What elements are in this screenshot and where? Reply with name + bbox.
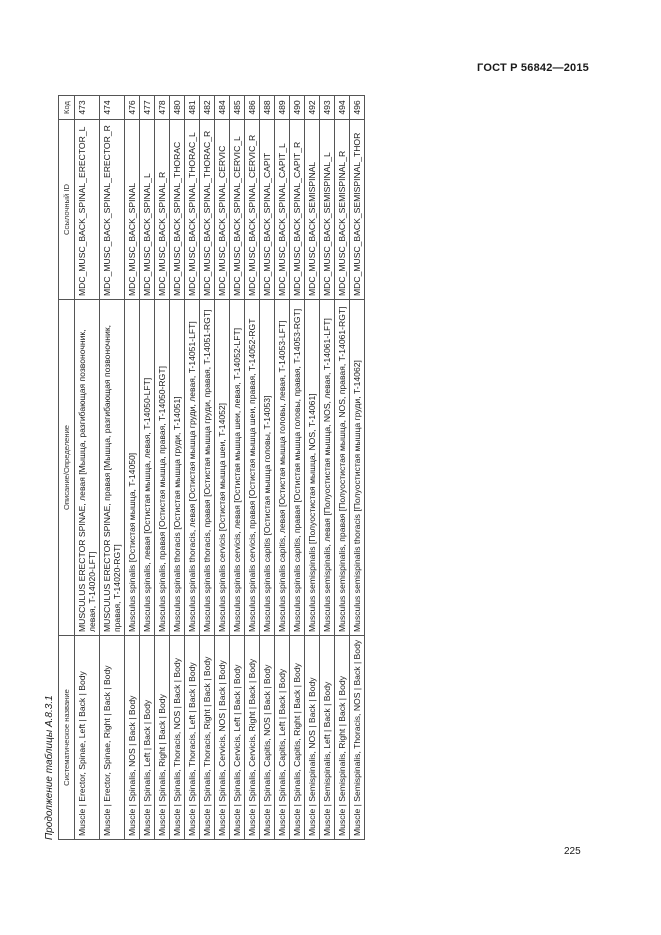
rotated-table-wrapper [58, 96, 562, 840]
table-row [350, 96, 365, 840]
table-row [290, 96, 305, 840]
table-row [155, 96, 170, 840]
cell-description: Musculus spinalis cervicis, правая [Остистая мышца шеи, правая, T-14052-RGT [245, 300, 260, 636]
cell-name: Muscle | Semispinalis, Right | Back | Body [335, 636, 350, 840]
table-header-row [59, 96, 75, 840]
column-header-description: Описание/Определение [59, 300, 75, 636]
table-row [320, 96, 335, 840]
cell-code: 480 [170, 96, 185, 120]
cell-code: 477 [140, 96, 155, 120]
cell-code: 474 [100, 96, 125, 120]
cell-name: Muscle | Spinalis, Capitis, NOS | Back | Body [260, 636, 275, 840]
cell-reference-id: MDC_MUSC_BACK_SPINAL_CAPIT_R [290, 120, 305, 300]
cell-description: Musculus semispinalis, левая [Полуостистая мышца, NOS, левая, T-14061-LFT] [320, 300, 335, 636]
cell-code: 490 [290, 96, 305, 120]
cell-code: 482 [200, 96, 215, 120]
cell-description: Musculus spinalis [Остистая мышца, T-14050] [125, 300, 140, 636]
page-number: 225 [564, 846, 581, 857]
cell-code: 485 [230, 96, 245, 120]
cell-reference-id: MDC_MUSC_BACK_SPINAL_THORAC_R [200, 120, 215, 300]
cell-name: Muscle | Spinalis, Thoracis, Right | Back | Body [200, 636, 215, 840]
cell-code: 478 [155, 96, 170, 120]
cell-description: Musculus spinalis cervicis [Остистая мышца шеи, T-14052] [215, 300, 230, 636]
cell-description: Musculus spinalis capitis [Остистая мышца головы, T-14053] [260, 300, 275, 636]
cell-name: Muscle | Spinalis, Right | Back | Body [155, 636, 170, 840]
cell-code: 486 [245, 96, 260, 120]
standard-header: ГОСТ Р 56842—2015 [477, 62, 589, 74]
cell-code: 473 [75, 96, 100, 120]
cell-reference-id: MDC_MUSC_BACK_SPINAL_CERVIC [215, 120, 230, 300]
cell-reference-id: MDC_MUSC_BACK_SPINAL_L [140, 120, 155, 300]
cell-code: 496 [350, 96, 365, 120]
cell-code: 492 [305, 96, 320, 120]
terms-table [58, 95, 365, 840]
table-row [140, 96, 155, 840]
column-header-reference-id: Ссылочный ID [59, 120, 75, 300]
table-row [100, 96, 125, 840]
table-row [245, 96, 260, 840]
table-row [305, 96, 320, 840]
table-row [75, 96, 100, 840]
cell-reference-id: MDC_MUSC_BACK_SPINAL_THORAC_L [185, 120, 200, 300]
table-caption: Продолжение таблицы А.8.3.1 [44, 695, 55, 840]
cell-reference-id: MDC_MUSC_BACK_SPINAL_CAPIT [260, 120, 275, 300]
cell-name: Muscle | Spinalis, NOS | Back | Body [125, 636, 140, 840]
cell-reference-id: MDC_MUSC_BACK_SEMISPINAL_L [320, 120, 335, 300]
cell-name: Muscle | Spinalis, Thoracis, Left | Back | Body [185, 636, 200, 840]
cell-name: Muscle | Erector, Spinae, Right | Back | Body [100, 636, 125, 840]
cell-name: Muscle | Semispinalis, NOS | Back | Body [305, 636, 320, 840]
cell-code: 488 [260, 96, 275, 120]
cell-name: Muscle | Spinalis, Left | Back | Body [140, 636, 155, 840]
cell-code: 484 [215, 96, 230, 120]
cell-description: Musculus spinalis capitis, правая [Остистая мышца головы, правая, T-14053-RGT] [290, 300, 305, 636]
cell-name: Muscle | Spinalis, Capitis, Right | Back | Body [290, 636, 305, 840]
table-row [185, 96, 200, 840]
table-row [170, 96, 185, 840]
cell-description: MUSCULUS ERECTOR SPINAE, левая [Мышца, разгибающая позвоночник, левая, T-14020-LFT] [75, 300, 100, 636]
cell-name: Muscle | Spinalis, Cervicis, Left | Back | Body [230, 636, 245, 840]
table-row [230, 96, 245, 840]
cell-reference-id: MDC_MUSC_BACK_SPINAL_THORAC [170, 120, 185, 300]
table-row [215, 96, 230, 840]
cell-name: Muscle | Spinalis, Cervicis, NOS | Back | Body [215, 636, 230, 840]
table-row [260, 96, 275, 840]
cell-name: Muscle | Erector, Spinae, Left | Back | Body [75, 636, 100, 840]
table-row [335, 96, 350, 840]
cell-reference-id: MDC_MUSC_BACK_SPINAL [125, 120, 140, 300]
cell-description: Musculus semispinalis [Полуостистая мышца, NOS, T-14061] [305, 300, 320, 636]
cell-name: Muscle | Spinalis, Cervicis, Right | Back | Body [245, 636, 260, 840]
cell-description: MUSCULUS ERECTOR SPINAE, правая [Мышца, разгибающая позвоночник, правая, T-14020-RGT] [100, 300, 125, 636]
cell-name: Muscle | Semispinalis, Thoracis, NOS | Back | Body [350, 636, 365, 840]
cell-description: Musculus semispinalis, правая [Полуостистая мышца, NOS, правая, T-14061-RGT] [335, 300, 350, 636]
cell-description: Musculus spinalis capitis, левая [Остистая мышца головы, левая, T-14053-LFT] [275, 300, 290, 636]
table-row [125, 96, 140, 840]
cell-reference-id: MDC_MUSC_BACK_SPINAL_CAPIT_L [275, 120, 290, 300]
cell-description: Musculus spinalis thoracis, левая [Остистая мышца груди, левая, T-14051-LFT] [185, 300, 200, 636]
cell-name: Muscle | Spinalis, Thoracis, NOS | Back | Body [170, 636, 185, 840]
cell-code: 481 [185, 96, 200, 120]
cell-code: 494 [335, 96, 350, 120]
cell-name: Muscle | Semispinalis, Left | Back | Body [320, 636, 335, 840]
cell-description: Musculus spinalis thoracis [Остистая мышца груди, T-14051] [170, 300, 185, 636]
cell-reference-id: MDC_MUSC_BACK_SPINAL_CERVIC_R [245, 120, 260, 300]
cell-code: 476 [125, 96, 140, 120]
cell-reference-id: MDC_MUSC_BACK_SPINAL_R [155, 120, 170, 300]
cell-reference-id: MDC_MUSC_BACK_SPINAL_ERECTOR_L [75, 120, 100, 300]
cell-description: Musculus semispinalis thoracis [Полуостистая мышца груди, T-14062] [350, 300, 365, 636]
cell-code: 489 [275, 96, 290, 120]
cell-description: Musculus spinalis cervicis, левая [Остистая мышца шеи, левая, T-14052-LFT] [230, 300, 245, 636]
cell-code: 493 [320, 96, 335, 120]
cell-reference-id: MDC_MUSC_BACK_SEMISPINAL_THOR [350, 120, 365, 300]
cell-reference-id: MDC_MUSC_BACK_SPINAL_CERVIC_L [230, 120, 245, 300]
table-row [200, 96, 215, 840]
column-header-name: Систематическое название [59, 636, 75, 840]
cell-description: Musculus spinalis thoracis, правая [Остистая мышца груди, правая, T-14051-RGT] [200, 300, 215, 636]
cell-reference-id: MDC_MUSC_BACK_SEMISPINAL [305, 120, 320, 300]
cell-description: Musculus spinalis, левая [Остистая мышца, левая, T-14050-LFT] [140, 300, 155, 636]
cell-reference-id: MDC_MUSC_BACK_SEMISPINAL_R [335, 120, 350, 300]
cell-name: Muscle | Spinalis, Capitis, Left | Back | Body [275, 636, 290, 840]
cell-reference-id: MDC_MUSC_BACK_SPINAL_ERECTOR_R [100, 120, 125, 300]
cell-description: Musculus spinalis, правая [Остистая мышца, правая, T-14050-RGT] [155, 300, 170, 636]
table-row [275, 96, 290, 840]
column-header-code: Код [59, 96, 75, 120]
